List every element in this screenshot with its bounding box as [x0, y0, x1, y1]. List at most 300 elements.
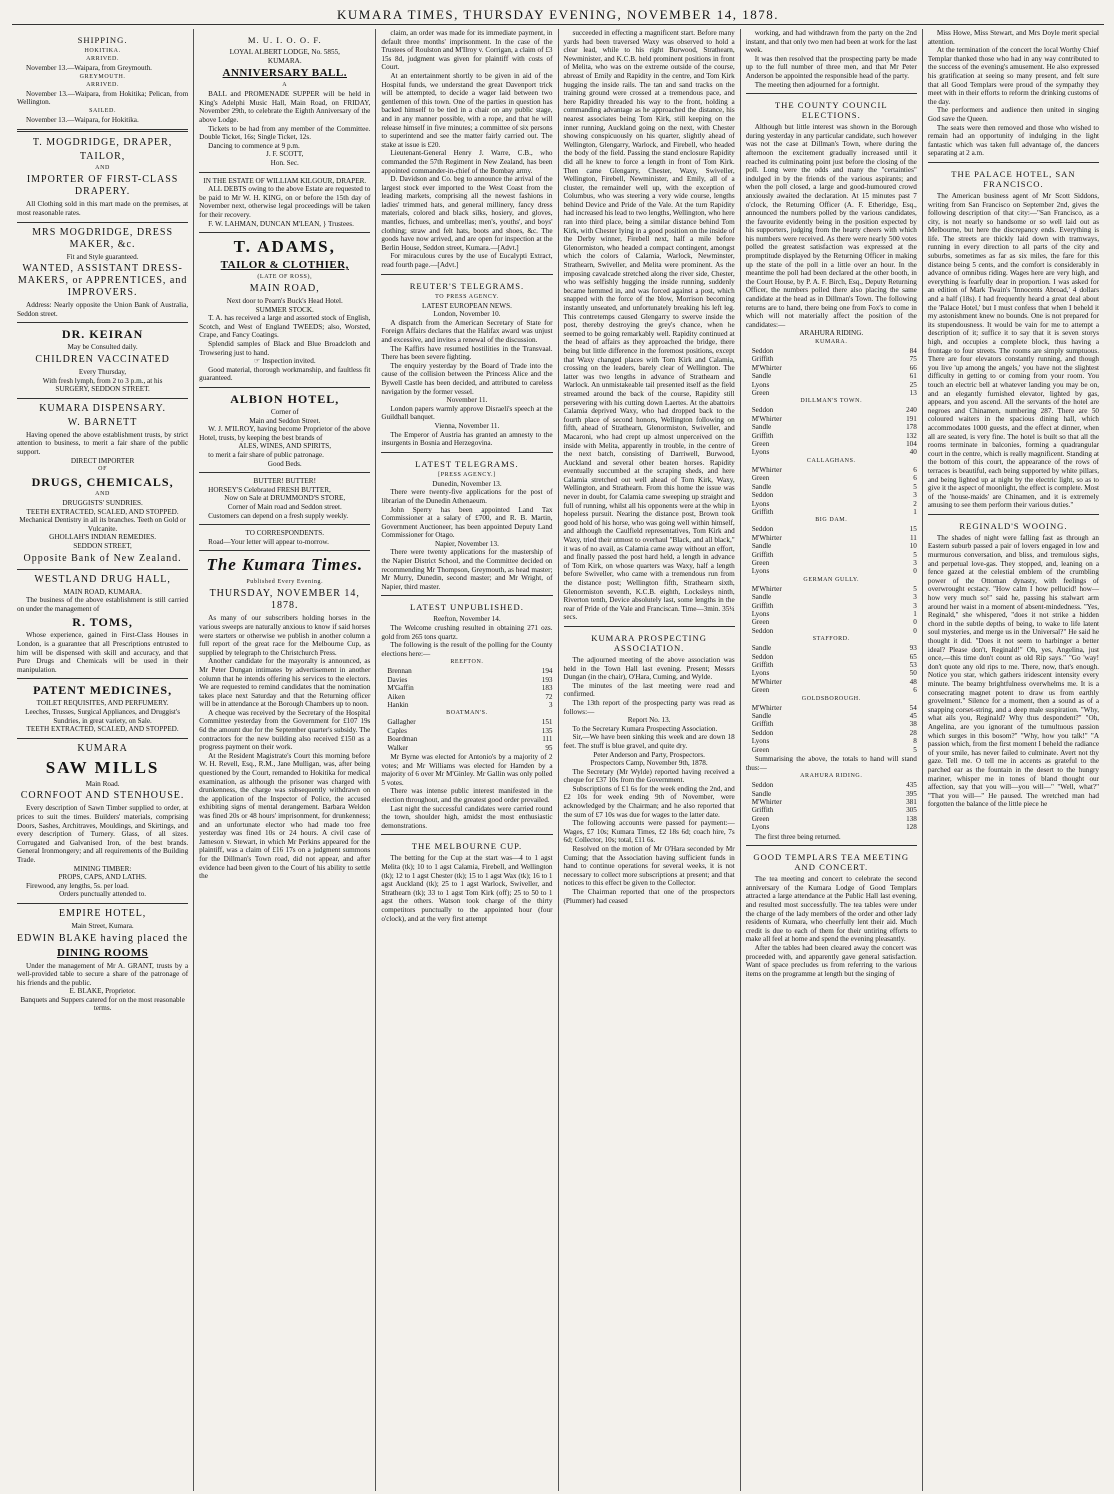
paragraph: Road—Your letter will appear to-morrow. — [208, 537, 329, 546]
vote-count: 132 — [906, 431, 917, 440]
advert-title: R. TOMS, — [72, 615, 133, 630]
vote-count: 128 — [906, 823, 917, 832]
vote-count: 54 — [909, 703, 917, 712]
centered-line: SEDDON STREET, — [73, 542, 132, 551]
advert-display-title: SAW MILLS — [45, 757, 160, 777]
advert-heading: T. MOGDRIDGE, DRAPER, — [32, 137, 173, 149]
candidate-name: Griffith — [751, 355, 774, 364]
paragraph: A dispatch from the American Secretary of State for Foreign Affairs declares that the Halifax award was unjust and excessive, and invites a renewal of the discussion. — [381, 318, 553, 344]
paragraph: Mr Byrne was elected for Antonio's by a majority of 2 votes; and Mr Williams was elected for Hamden by a majority of 6 over Mr M'Ginley. Mr Gallin was only polled 5 votes. — [381, 753, 553, 787]
column-rule — [199, 232, 370, 233]
paragraph: The business of the above establishment is still carried on under the management of — [17, 596, 189, 613]
paragraph: The tea meeting and concert to celebrate the second anniversary of the Kumara Lodge of Good Templars attracted a large attendance at the Public Hall last evening, and resulted most successfully. The tea tables were under the charge of the lady members of the order and other lady residents of Kumara, who cheerfully lent their aid. Much credit is due to each of them for their untiring efforts to make all feel at home and spend the evening pleasantly. — [745, 875, 917, 944]
poll-row — [752, 534, 917, 542]
vote-count: 38 — [909, 720, 917, 729]
advert-ornate-title: TAILOR & CLOTHIER, — [220, 259, 349, 272]
candidate-name: Sandle — [751, 789, 772, 798]
poll-row — [752, 542, 917, 550]
paragraph: The meeting then adjourned for a fortnight. — [754, 80, 880, 89]
centered-line: May be Consulted daily. — [67, 343, 138, 352]
paragraph: The enquiry yesterday by the Board of Trade into the cause of the collision between the Princess Alice and the Bywell Castle has been decided, and attributed to careless navigation by the former vessel. — [381, 361, 553, 396]
column-rule — [17, 738, 188, 739]
centered-line: Main Road. — [85, 779, 120, 788]
paragraph: John Sperry has been appointed Land Tax Commissioner at a salary of £700, and R. B. Martin, Government Auctioneer, has been appointed Deputy Land Commissioner for Otago. — [381, 505, 553, 540]
candidate-name: Lyons — [751, 567, 770, 576]
vote-count: 5 — [913, 584, 917, 593]
vote-count: 5 — [913, 482, 917, 491]
column-rule — [928, 514, 1099, 515]
candidate-name: Green — [751, 440, 770, 449]
paragraph: At the termination of the concert the local Worthy Chief Templar thanked those who had in any way contributed to the success of the evening's amusement. He also expressed his gratification at seeing so many present, and felt sure that all Good Templars were proud of the sympathy they meet with in their efforts to reform the drinking customs of the day. — [927, 46, 1100, 106]
subheading: [PRESS AGENCY.] — [438, 471, 496, 478]
vote-count: 3 — [913, 593, 917, 602]
poll-row — [387, 727, 552, 735]
subheading: TO PRESS AGENCY. — [435, 293, 499, 300]
paragraph: The Chairman reported that one of the prospectors (Plummer) had ceased — [563, 888, 735, 905]
vote-count: 381 — [906, 798, 917, 807]
centered-line: SUMMER STOCK. — [255, 305, 314, 314]
vote-count: 40 — [909, 448, 917, 457]
poll-row — [752, 500, 917, 508]
poll-row — [752, 737, 917, 745]
paragraph: Dancing to commence at 9 p.m. — [208, 141, 300, 150]
subheading: GREYMOUTH. — [79, 73, 126, 80]
paragraph: November 13.—Waipara, from Greymouth. — [26, 64, 152, 72]
paragraph: BALL and PROMENADE SUPPER will be held in King's Adelphi Music Hall, Main Road, on FRIDAY, November 29th, to celebrate the Eighth Anniversary of the above Lodge. — [199, 90, 371, 124]
section-heading: KUMARA PROSPECTING ASSOCIATION. — [591, 632, 707, 653]
poll-row — [752, 720, 917, 728]
centered-line: Fit and Style guaranteed. — [66, 252, 139, 261]
paragraph: The American business agent of Mr Scott Siddons, writing from San Francisco on September 2nd, gives the following description of that city:—"San Francisco, as a city, is not nearly so handsome or so well laid out as Melbourne, but here the discrepancy ends. Everything is life. The streets are thickly laid down with tramways, running in every direction to all parts of the city and suburbs, sometimes as far as six miles, the fare for this distance being 5 cents, and the comfort is considerably in advance of omnibus riding. Wages here are very high, and everything is fearfully dear in proportion. I was asked for an edition of Mark Twain's 'Innocents Abroad,' 4 dollars and a half (18s). I had frequently heard a great deal about the 'Palace Hotel,' but I must confess that when I beheld it my astonishment knew no bounds. One is not prepared for its stupendousness. It would be vain for me to attempt a description of it; suffice it to say that it is seven storys high, and occupies a complete block, thus having a frontage to four streets. The rooms are simply sumptuous. There are four elevators constantly running, and though you live 'up among the angels,' you have not the slightest difficulty in getting to or coming from your room. You touch an electric bell at whatever landing you may be on, and an elegantly furnished elevator, lighted by gas, appears, and you ascend. All the servants of the hotel are negroes and Chinamen, numbering 287. There are 50 coloured waiters in the spacious dining hall, which accommodates 1000 guests, and the effect at dinner, when all are seated, is very fine. The hotel is built so that all the rooms terminate in balconies, forming a quadrangular court in the centre, which is really magnificent. Standing at the bottom of this court, the appearance of the rows of terraces is beautiful, each being supported by white pillars, and being lighted up at night by the electric light, so as to give it the aspect of moonlight, the effect is complete. Most of the 'house-maids' are Chinamen, and it is extremely amusing to see them perform their various duties." — [927, 191, 1100, 510]
poll-row — [752, 423, 917, 431]
section-heading: M. U. I. O. O. F. — [247, 35, 322, 45]
paragraph: Tickets to be had from any member of the Committee. Double Ticket, 16s; Single Ticket, 12s. — [199, 124, 371, 142]
advert-heading: TAILOR, — [79, 151, 126, 163]
paragraph: working, and had withdrawn from the party on the 2nd instant, and that only two men had been at work for the last week. — [745, 29, 917, 55]
centered-line: ☞ Inspection invited. — [253, 357, 316, 366]
poll-row — [752, 602, 917, 610]
vote-count: 5 — [913, 745, 917, 754]
candidate-name: Sandle — [751, 542, 772, 551]
paragraph: Subscriptions of £1 6s for the week ending the 2nd, and £2 10s for week ending 9th of November, were acknowledged by the Chairman; and he also reported that the sum of £7 10s was due for wages to the latter date. — [563, 784, 735, 819]
subheading: AND — [95, 491, 110, 498]
vote-count: 3 — [913, 601, 917, 610]
vote-count: 6 — [913, 474, 917, 483]
section-heading: REUTER'S TELEGRAMS. — [409, 280, 525, 291]
centered-line: TEETH EXTRACTED, SCALED, AND STOPPED. — [26, 507, 179, 516]
paragraph: The Kaffirs have resumed hostilities in the Transvaal. There has been severe fighting. — [381, 344, 553, 362]
centered-line: With fresh lymph, from 2 to 3 p.m., at his — [42, 376, 163, 385]
column-rule — [746, 845, 917, 846]
candidate-name: Seddon — [751, 491, 774, 500]
paragraph: London papers warmly approve Disraeli's speech at the Guildhall banquet. — [381, 404, 553, 422]
centered-line: November 11. — [446, 396, 488, 405]
poll-row — [752, 704, 917, 712]
paragraph: The adjourned meeting of the above association was held in the Town Hall last evening. Present; Messrs Dungan (in the chair), O'Hara, Cuming, and Wylde. — [563, 655, 735, 682]
centered-line: J. F. SCOTT, — [266, 150, 304, 159]
centered-line: Leeches, Trusses, Surgical Appliances, and Druggist's Sundries, in great variety, on Sale. — [25, 708, 181, 725]
subheading: HOKITIKA. — [84, 48, 121, 54]
candidate-name: Sandle — [751, 593, 772, 602]
subheading: ARRIVED. — [86, 56, 120, 62]
centered-line: Dunedin, November 13. — [432, 479, 502, 488]
newspaper-title: The Kumara Times. — [206, 555, 364, 575]
paragraph: For miraculous cures by the use of Eucalypti Extract, read fourth page.—[Advt.] — [381, 252, 553, 270]
centered-line: Orders punctually attended to. — [59, 890, 147, 899]
poll-row — [752, 661, 917, 669]
poll-table — [387, 718, 552, 752]
poll-row — [752, 474, 917, 482]
paragraph: The 13th report of the prospecting party was read as follows:— — [563, 698, 735, 716]
vote-count: 6 — [913, 686, 917, 695]
candidate-name: Lyons — [751, 737, 770, 746]
vote-count: 75 — [909, 355, 917, 364]
candidate-name: Lyons — [751, 823, 770, 832]
advert-heading: KUMARA — [77, 742, 128, 754]
paragraph: Resolved on the motion of Mr O'Hara seconded by Mr Cuming; that the Association having sufficient funds in hand to continue operations for several weeks, it is not necessary to collect more subscriptions at present; and that notices to this effect be given to the Collector. — [563, 845, 735, 888]
advert-ornate-title: ANNIVERSARY BALL. — [222, 67, 347, 80]
candidate-name: Green — [751, 618, 770, 627]
candidate-name: M'Whirter — [751, 584, 782, 593]
paragraph: November 13.—Waipara, from Hokitika; Pelican, from Wellington. — [17, 89, 189, 107]
poll-row — [752, 347, 917, 355]
vote-count: 1 — [913, 609, 917, 618]
centered-line: Napier, November 13. — [434, 539, 499, 548]
subheading: A — [282, 82, 288, 89]
poll-row — [752, 448, 917, 456]
candidate-name: Gallagher — [387, 718, 416, 727]
paragraph: The performers and audience then united in singing God save the Queen. — [927, 106, 1100, 123]
vote-count: 0 — [913, 567, 917, 576]
paragraph: succeeded in effecting a magnificent start. Before many yards had been traversed Waxy was observed to hold a clear lead, while to his right Burwood, Strathearn, Newminister, and K.C.B. held prominent positions in front of Melita, who was on the extreme outside of the course, abreast of Emily and Rapidity in the centre, and Tom Kirk hugging the inside rails. The tan and sand tracks on the training ground were crossed at a tremendous pace, and here Rapidity threaded his way to the front, holding a commanding advantage as he approached the distance, his nearest associates being Tom Kirk, still keeping on the inner running, Auckland going on the next, with Chester showing conspicuously on his quarter, slightly ahead of Wellington, Glengarry, Warlock, and Firebell, who headed the body of the field. Passing the stand enclosure Rapidity did all he knew to force a length in front of Tom Kirk. Then came Glengarry, Chester, Waxy, Swiveller, Wellington, Firebell, Newminister, and Emily, all of a cluster, the remainder well up, with the exception of Columbus, who was steering a very wide course, lengths behind Device and Pride of the Vale. At the turn Rapidity had increased his lead to two lengths, Wellington, who here ran into third place, being a similar distance behind Tom Kirk, with Chester lying in a good position on the inside of the Derby winner, Firebell next, half a mile before Glenormiston, who headed a compact contingent, amongst which the colors of Calamia, Warlock, Newminster, Strathearn, Swiveller, and Melita were prominent. As the imposing cavalcade stretched along the river side, Chester, who was selfishly hugging the inside running, suddenly became hemmed in, and was forced against a post, which snapped with the force of the blow, Morrison becoming instantly unseated, and unfortunately breaking his left leg. This contretemps caused Glengarry to swerve inside the post, thereby destroying the grey's chance, when he seemed to be going remarkably well. Rapidity continued at the head of affairs as they approached the bridge, there being but little difference in the foremost positions, except that Waxy changed places with Tom Kirk and Calamia, crossing on the leaders, barely clear of Wellington. The latter was two lengths in advance of Strathearn and Warlock. An unmistakeable tail presented itself as the field streamed around the back of the course, Rapidity still persevering with his cutting down Laertes. At the abattoirs Calamia deprived Waxy, who had dropped back to the fourth place of second honors, Wellington following on fifth, ahead of Strathearn, Glenormiston, Swiveller, and Macaroni, who had crept up almost unperceived on the inside with Melita, apparently in trouble, in the centre of the next batch, consisting of Darriwell, Burwood, Auckland and several other beaten horses. Rapidity eventually succumbed at the scraping sheds, and here Calamia stretched out well ahead of Tom Kirk, Waxy, Wellington, and Strathearn. From this home the issue was never in doubt, for Calamia came sweeping up straight and full of running, whilst all his opponents were at the whip in hopeless pursuit. Nearing the distance post, Brown took good hold of his horse, who was going well within himself, and although the Caulfield representatives, Tom Kirk and Waxy, tried their utmost to overhaul "Black, and all black," it was of no avail, as Calamia came away without an effort, and finally passed the post hard held, a length in advance of Tom Kirk, on whose quarters was Waxy, half a length before Swiveller, who came with a tremendous run from the distance post; Wellington fifth, Strathearn sixth, Glenormiston seventh, K.C.B. eighth, Locksleys ninth, Riverton tenth, Device absolutely last, some lengths in the rear of Pride of the Vale and Franciscan. Time—3min. 35¼ secs. — [563, 29, 735, 622]
vote-count: 45 — [909, 712, 917, 721]
candidate-name: Sandle — [751, 644, 772, 653]
subheading: Published Every Evening. — [246, 579, 324, 586]
poll-row — [752, 559, 917, 567]
paragraph: The Emperor of Austria has granted an amnesty to the insurgents in Bosnia and Herzegovina. — [381, 430, 553, 448]
vote-count: 0 — [913, 626, 917, 635]
advert-title: ALBION HOTEL, — [230, 392, 340, 407]
subheading: BOATMAN'S. — [446, 710, 488, 717]
vote-count: 5 — [913, 550, 917, 559]
candidate-name: Walker — [387, 743, 408, 752]
poll-row — [752, 678, 917, 686]
advert-heading: CHILDREN VACCINATED — [35, 353, 170, 365]
paragraph: HORSEY'S Celebrated FRESH BUTTER, — [208, 485, 331, 494]
advert-title: DRUGS, CHEMICALS, — [31, 475, 174, 490]
poll-row — [752, 712, 917, 720]
subheading: STAFFORD. — [812, 636, 850, 643]
poll-row — [752, 508, 917, 516]
poll-row — [752, 644, 917, 652]
paragraph: to merit a fair share of public patronage. — [208, 451, 324, 459]
candidate-name: Seddon — [751, 728, 774, 737]
poll-row — [752, 627, 917, 635]
column-4 — [559, 29, 741, 1491]
vote-count: 3 — [913, 491, 917, 500]
poll-table — [752, 347, 917, 397]
paragraph: Splendid samples of Black and Blue Broadcloth and Trowsering just to hand. — [199, 340, 371, 357]
column-6 — [923, 29, 1104, 1491]
advert-heading: WANTED, ASSISTANT DRESS-MAKERS, or APPRENTICES, and IMPROVERS. — [17, 263, 188, 299]
paragraph: To the Secretary Kumara Prospecting Association. — [572, 724, 718, 733]
vote-count: 240 — [906, 406, 917, 415]
subheading: AND — [95, 165, 110, 172]
subheading: ARRIVED. — [86, 81, 120, 88]
paragraph: There were twenty applications for the mastership of the Napier District School, and the Committee decided on recommending Mr Thompson, Greymouth, as head master; Mr Murry, Dunedin, second master; and Mr Wright, of Napier, third master. — [381, 548, 553, 591]
centered-line: LATEST EUROPEAN NEWS. — [421, 301, 512, 310]
vote-count: 15 — [909, 525, 917, 534]
poll-row — [387, 684, 552, 692]
candidate-name: M'Whirter — [751, 414, 782, 423]
vote-count: 13 — [909, 389, 917, 398]
vote-count: 53 — [909, 661, 917, 669]
column-rule — [381, 595, 552, 596]
candidate-name: Seddon — [751, 525, 774, 534]
centered-line: Vienna, November 11. — [434, 421, 500, 430]
poll-row — [752, 823, 917, 831]
paragraph: At the Resident Magistrate's Court this morning before W. H. Revell, Esq., R.M., Jane Mulligan, was, after being questioned by the Court, remanded to Hokitika for medical examination, as although the prisoner was charged with drunkenness, the charge was subsequently withdrawn on the application of the Inspector of Police, the accused exhibiting signs of mental derangement. Barbara Weldon was fined 20s or 48 hours' imprisonment, for drunkenness; and an unfortunate elector who had made too free yesterday was fined 10s or 24 hours. A civil case of Jameson v. Stewart, in which Mr Perkins appeared for the plaintiff, was a claim of £16 17s on a judgment summons for the Dillman's Town road, did not appear, and after evidence had been given to the Court of his ability to settle the — [199, 751, 371, 881]
paragraph: Under the management of Mr A. GRANT, trusts by a well-provided table to secure a share of the patronage of his friends and the public. — [17, 961, 189, 987]
vote-count: 305 — [906, 806, 917, 815]
paragraph: F. W. LAHMAN, DUNCAN M'LEAN, } Trustees. — [208, 219, 354, 228]
poll-row — [387, 718, 552, 726]
paragraph: Address: Nearly opposite the Union Bank of Australia, Seddon street. — [17, 301, 189, 318]
centered-line: SURGERY, SEDDON STREET. — [55, 385, 150, 394]
paragraph: Lieutenant-General Henry J. Warre, C.B., who commanded the 57th Regiment in New Zealand, has been appointed commander-in-chief of the Bombay army. — [381, 149, 553, 175]
poll-row — [752, 381, 917, 389]
subheading: GOLDSBOROUGH. — [801, 695, 861, 702]
poll-row — [752, 406, 917, 414]
poll-table — [752, 406, 917, 456]
paragraph: All Clothing sold in this mart made on the premises, at most reasonable rates. — [17, 200, 189, 217]
column-rule — [17, 129, 188, 132]
vote-count: 135 — [541, 726, 553, 735]
advert-ornate-title: DINING ROOMS — [56, 946, 149, 959]
centered-line: BUTTER! BUTTER! — [253, 477, 316, 486]
centered-line: Peter Anderson and Party, Prospectors. — [593, 750, 705, 759]
candidate-name: Griffith — [751, 661, 774, 669]
poll-row — [752, 729, 917, 737]
poll-row — [752, 483, 917, 491]
paragraph: Having opened the above establishment trusts, by strict attention to business, to merit a fair share of the public support. — [17, 430, 189, 456]
paragraph: W. J. M'ILROY, having become Proprietor of the above Hotel, trusts, by keeping the best brands of — [199, 425, 371, 442]
subheading: GERMAN GULLY. — [803, 576, 860, 583]
vote-count: 435 — [906, 781, 917, 790]
paragraph: The following is the result of the polling for the County elections here:— — [381, 641, 553, 658]
poll-row — [752, 372, 917, 380]
paragraph: Good material, thorough workmanship, and faultless fit guaranteed. — [199, 365, 371, 383]
poll-row — [752, 389, 917, 397]
centered-line: TEETH EXTRACTED, SCALED, AND STOPPED. — [26, 725, 179, 734]
candidate-name: M'Whirter — [751, 363, 782, 372]
advert-line: Opposite Bank of New Zealand. — [23, 552, 182, 564]
column-rule — [17, 398, 188, 399]
section-heading: LATEST TELEGRAMS. — [415, 458, 519, 469]
poll-row — [752, 653, 917, 661]
candidate-name: M'Whirter — [751, 798, 782, 807]
advert-heading: W. BARNETT — [67, 416, 138, 428]
vote-count: 10 — [909, 542, 917, 551]
column-rule — [17, 322, 188, 323]
vote-count: 3 — [913, 558, 917, 567]
masthead: KUMARA TIMES, THURSDAY EVENING, NOVEMBER 14, 1878. — [12, 6, 1104, 25]
candidate-name: Griffith — [751, 806, 774, 815]
vote-count: 3 — [548, 701, 553, 710]
centered-line: Prospectors Camp, November 9th, 1878. — [590, 759, 708, 768]
vote-count: 11 — [909, 533, 917, 542]
poll-row — [752, 551, 917, 559]
paragraph: Whose experience, gained in First-Class Houses in London, is a guarantee that all Prescriptions entrusted to him will be dispensed with skill and accuracy, and that Pure Drugs and Chemicals will be used in their manipulation. — [17, 631, 189, 674]
advert-heading: KUMARA DISPENSARY. — [39, 402, 166, 414]
section-heading: SHIPPING. — [77, 35, 128, 45]
paragraph: Last night the successful candidates were carried round the town, shoulder high, amidst the most enthusiastic demonstrations. — [381, 804, 553, 830]
vote-count: 0 — [913, 618, 917, 627]
centered-line: KUMARA. — [267, 56, 302, 65]
centered-line: ARAHURA RIDING. — [799, 329, 864, 338]
advert-title: PATENT MEDICINES, — [33, 683, 173, 698]
column-1 — [12, 29, 194, 1491]
vote-count: 194 — [541, 667, 553, 676]
centered-line: DRUGGISTS' SUNDRIES. — [62, 499, 143, 508]
paragraph: The minutes of the last meeting were read and confirmed. — [563, 681, 735, 699]
candidate-name: Green — [751, 686, 770, 695]
paragraph: A cheque was received by the Secretary of the Hospital Committee yesterday from the Government for £107 19s 6d the amount due for the September quarter's subsidy. The contractors for the new building also received £150 as a progress payment on their work. — [199, 708, 371, 752]
vote-count: 138 — [906, 814, 917, 823]
candidate-name: Lyons — [751, 380, 770, 389]
candidate-name: Lyons — [751, 448, 770, 457]
column-rule — [928, 162, 1099, 163]
advert-heading: CORNFOOT AND STENHOUSE. — [20, 790, 185, 802]
paragraph: The Welcome crushing resulted in obtaining 271 ozs. gold from 265 tons quartz. — [381, 624, 553, 641]
candidate-name: Green — [751, 474, 770, 483]
column-rule — [17, 678, 188, 679]
poll-row — [387, 735, 552, 743]
centered-line: PROPS, CAPS, AND LATHS. — [58, 873, 147, 882]
vote-count: 25 — [909, 380, 917, 389]
poll-row — [752, 364, 917, 372]
centered-line: Good Beds. — [267, 459, 302, 468]
poll-table — [752, 466, 917, 516]
centered-line: TOILET REQUISITES, AND PERFUMERY. — [36, 699, 169, 708]
candidate-name: Sandle — [751, 482, 772, 491]
centered-line: TO CORRESPONDENTS. — [245, 529, 325, 538]
vote-count: 8 — [913, 737, 917, 746]
centered-line: LOYAL ALBERT LODGE, No. 5855, — [229, 48, 340, 56]
poll-row — [752, 491, 917, 499]
candidate-name: Davies — [387, 675, 408, 684]
poll-row — [387, 701, 552, 709]
poll-row — [752, 585, 917, 593]
advert-heading: MAIN ROAD, — [249, 283, 320, 295]
paragraph: ALL DEBTS owing to the above Estate are requested to be paid to Mr W. H. KING, on or before the 15th day of November next, otherwise legal proceedings will be taken for their recovery. — [199, 185, 371, 219]
paragraph: Summarising the above, the totals to hand will stand thus:— — [745, 755, 917, 772]
paragraph: The shades of night were falling fast as through an Eastern suburb passed a pair of lovers engaged in low and murmurous conversation, and bliss, and tremulous sighs, and perpetual love-gas. They stopped, and, leaning on a fence gazed at the celestial emblem of the crumbling power of the Ottoman dynasty, with feelings of overwrought ecstacy. "How calm I how pellucid! how—how very much so!" said he, passing his stalwart arm around her waist in a moment of absent-mindedness. "Yes, Reginald," she whispered, "does it not strike a hidden chord in the subtle depths of being, to wake to life latent soul mysteries, and merge us in the Universal?" He said he thought it did. "Does it not seem to harbinger a better ideal? Please don't, Reginald!" Oh, yes, Angelina, just once,—this time don't count as old Rip says." "Go 'way! don't quote any old rips to me. There, now, that's enough. Notice you star, which gathers iridescent intensity every minute. The beamy brightfulness overwhelms me. It is a consecrating magnet potent to draw us from earthly grovelment." Silence for a moment, then a sound as of a snapping corset-string, and a deep male suspiration. "Why, what ails you, Reginald? Why thus despondent?" "Oh, Angelina, are you ignorant of the tumultuous passion which surges in this bosom?" "Why, how you talk!" "A passion which, from the first moment I beheld the radiance of your smile, has never failed to culminate. Avert not thy gaze. Tell me. O tell me in accents as grateful to the parched ear as the fountain in the desert to the hungry mariner, whisper me in tones of bland thought our affection, say that you will—you will—" "Well, what?" "That you will—" He paused. The wretched man had forgotten the balance of the little piece he — [927, 533, 1100, 809]
advert-line: THURSDAY, NOVEMBER 14, 1878. — [209, 588, 360, 612]
centered-line: Every Thursday, — [78, 367, 127, 376]
paragraph: After the tables had been cleared away the concert was proceeded with, and apparently gave general satisfaction. Want of space precludes us from referring to the various items on the programme at length but the singing of — [745, 944, 917, 978]
candidate-name: M'Whirter — [751, 465, 782, 474]
poll-row — [752, 781, 917, 789]
column-rule — [199, 472, 370, 473]
candidate-name: Seddon — [751, 347, 774, 355]
column-3 — [376, 29, 558, 1491]
paragraph: claim, an order was made for its immediate payment, in default three months' imprisonment. In the case of the Trustees of Roulston and M'Ilroy v. Corrigan, a claim of £3 15s 8d, judgment was given for plaintiff with costs of Court. — [381, 29, 553, 72]
column-rule — [17, 903, 188, 904]
centered-line: Reefton, November 14. — [433, 615, 501, 624]
centered-line: Hon. Sec. — [270, 158, 299, 167]
candidate-name: Hankin — [387, 701, 409, 710]
centered-line: Next door to Pearn's Buck's Head Hotel. — [226, 297, 343, 306]
advert-heading: IMPORTER OF FIRST-CLASS DRAPERY. — [26, 174, 179, 198]
poll-row — [387, 744, 552, 752]
vote-count: 191 — [906, 414, 917, 423]
vote-count: 65 — [909, 652, 917, 661]
paragraph: Customers can depend on a fresh supply weekly. — [208, 511, 349, 520]
vote-count: 193 — [541, 675, 553, 684]
paragraph: There were twenty-five applications for the post of librarian of the Dunedin Athenaeum. — [381, 488, 553, 505]
candidate-name: M'Whirter — [751, 703, 782, 712]
poll-row — [752, 567, 917, 575]
centered-line: Banquets and Suppers catered for on the most reasonable terms. — [20, 995, 185, 1013]
poll-table — [752, 704, 917, 754]
centered-line: MAIN ROAD, KUMARA. — [63, 587, 142, 596]
centered-line: E. BLAKE, Proprietor. — [69, 987, 136, 996]
column-rule — [381, 274, 552, 275]
candidate-name: Green — [751, 558, 770, 567]
poll-row — [387, 676, 552, 684]
centered-line: London, November 10. — [433, 310, 501, 319]
poll-row — [752, 669, 917, 677]
poll-row — [752, 618, 917, 626]
section-heading: GOOD TEMPLARS TEA MEETING AND CONCERT. — [753, 852, 910, 873]
poll-row — [752, 798, 917, 806]
column-rule — [199, 550, 370, 551]
candidate-name: M'Gaffin — [387, 684, 414, 693]
vote-count: 178 — [906, 423, 917, 432]
paragraph: There was intense public interest manifested in the election throughout, and the greatest good order prevailed. — [381, 787, 553, 805]
subheading: (LATE OF ROSS), — [257, 274, 313, 281]
paragraph: Miss Howe, Miss Stewart, and Mrs Doyle merit special attention. — [927, 29, 1100, 46]
poll-row — [387, 667, 552, 675]
advert-heading: WESTLAND DRUG HALL, — [34, 573, 171, 585]
poll-table — [752, 525, 917, 575]
column-rule — [199, 524, 370, 525]
candidate-name: Brennan — [387, 667, 412, 676]
vote-count: 111 — [542, 735, 553, 744]
candidate-name: M'Whirter — [751, 677, 782, 686]
subheading: REEFTON. — [450, 659, 484, 666]
candidate-name: Boardman — [387, 735, 418, 744]
centered-line: MINING TIMBER: — [73, 864, 132, 873]
vote-count: 28 — [909, 728, 917, 737]
paragraph: D. Davidson and Co. beg to announce the arrival of the largest stock ever imported to the West Coast from the leading markets, comprising all the newest fashions in ladies' trimmed hats, and general millinery, fancy dress materials, colored and black silks, hosiery, and gloves, mantles, fichues, and umbrellas; men's, youths', and boys' clothing; straw and felt hats, boots and shoes, &c. The goods have now arrived, and are open for inspection at the Berlin House, Seddon street, Kumara.—[Advt.] — [381, 175, 553, 252]
centered-line: Corner of — [270, 408, 299, 417]
column-2 — [194, 29, 376, 1491]
centered-line: Now on Sale at DRUMMOND'S STORE, — [224, 494, 346, 503]
vote-count: 72 — [545, 692, 553, 701]
poll-row — [752, 806, 917, 814]
poll-row — [752, 525, 917, 533]
subheading: BIG DAM. — [815, 517, 848, 524]
candidate-name: Green — [751, 389, 770, 398]
paragraph: T. A. has received a large and assorted stock of English, Scotch, and West of England TWEEDS; also, Worsted, Crape, and Fancy Coatings. — [199, 314, 371, 340]
vote-count: 95 — [545, 743, 553, 752]
paragraph: The seats were then removed and those who wished to remain had an opportunity of indulging in the light fantastic which was taken full advantage of, the dancers separating at 2 a.m. — [927, 123, 1100, 158]
poll-row — [752, 790, 917, 798]
candidate-name: Aiken — [387, 692, 405, 701]
poll-row — [752, 593, 917, 601]
